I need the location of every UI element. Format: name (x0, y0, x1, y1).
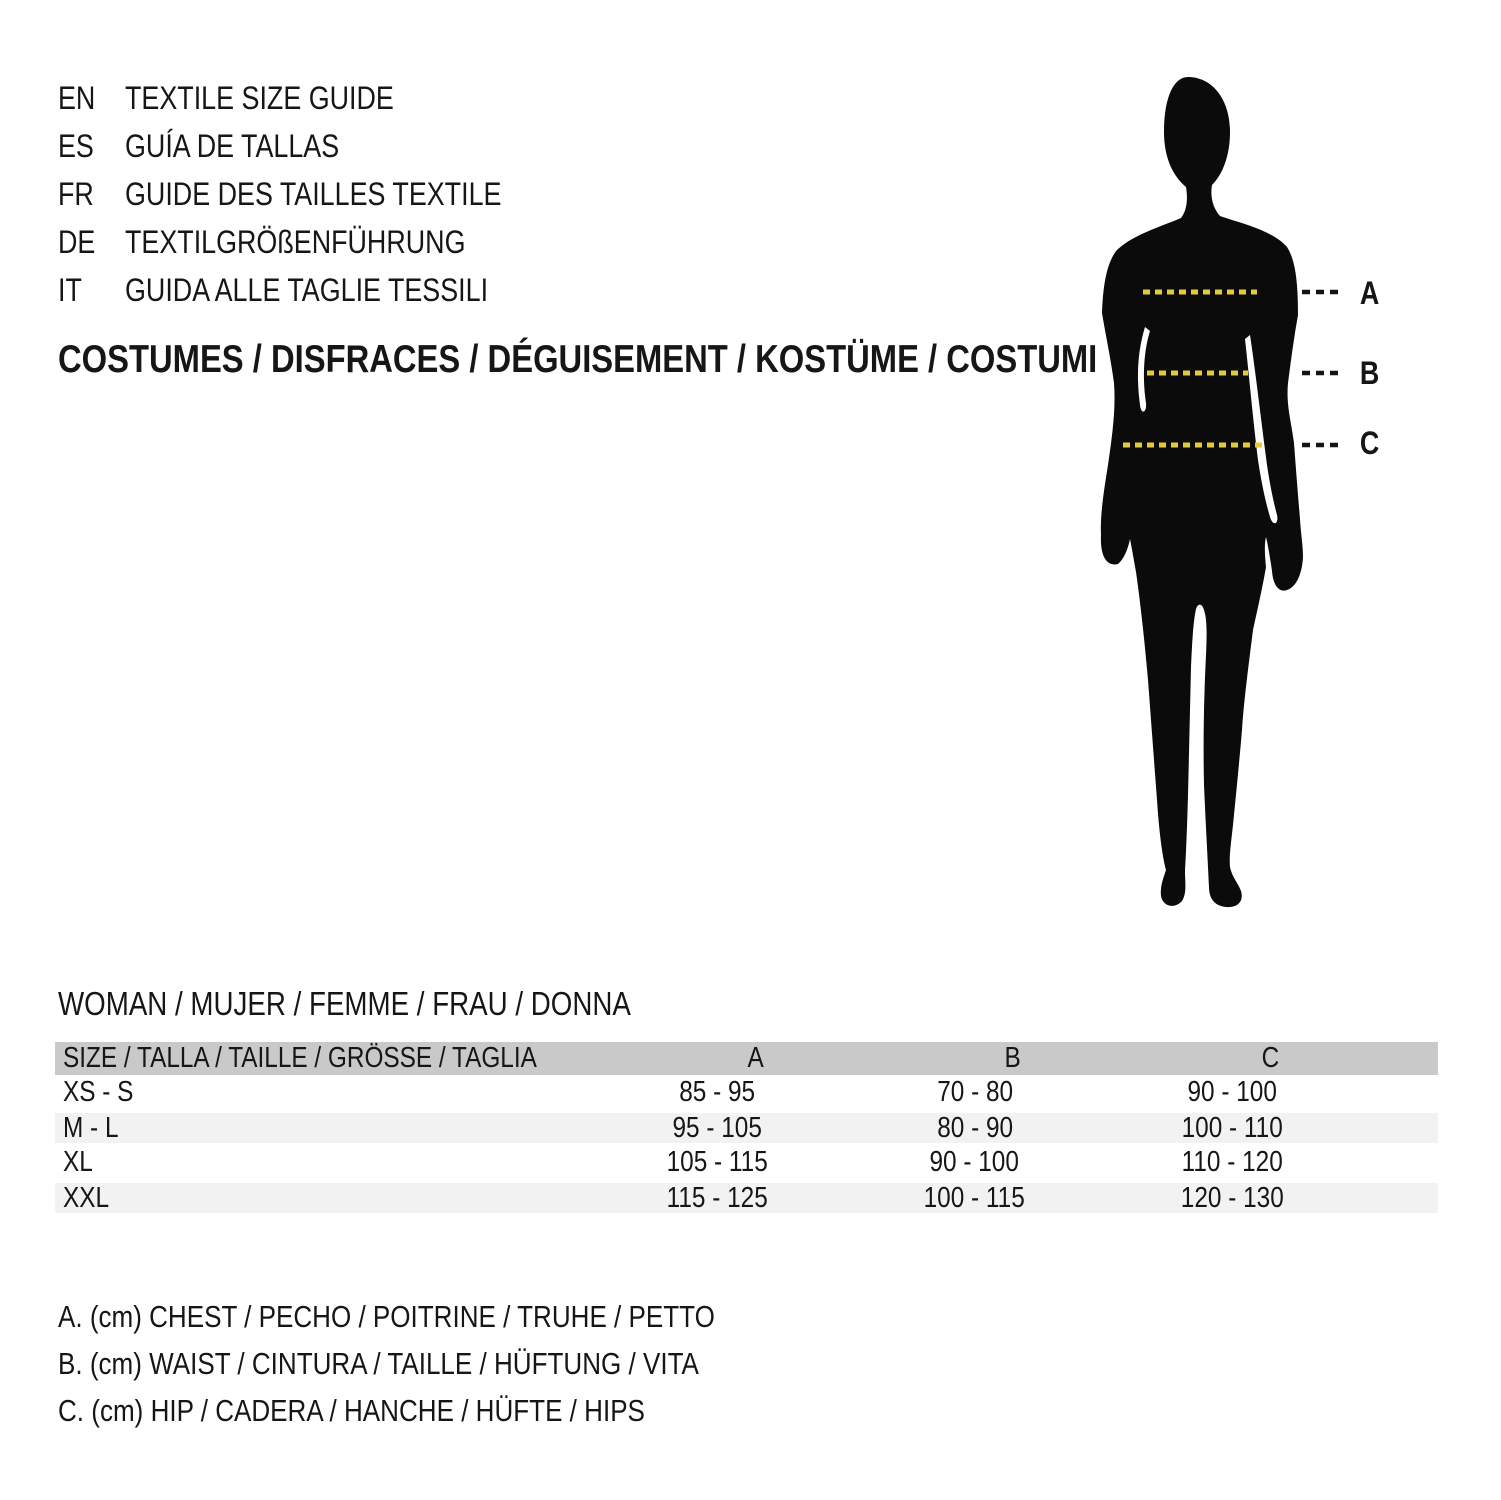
language-title-list (58, 74, 573, 314)
size-table (55, 1042, 1438, 1215)
language-code: DE (58, 223, 96, 260)
language-code: FR (58, 175, 94, 212)
language-title: TEXTILE SIZE GUIDE (125, 79, 394, 116)
measurement-legend (58, 1293, 840, 1434)
size-cell: M - L (63, 1111, 119, 1144)
size-table-header (55, 1042, 1438, 1075)
value-cell-c: 100 - 110 (1181, 1111, 1283, 1144)
language-code: EN (58, 79, 96, 116)
table-row (55, 1075, 1438, 1110)
language-row-it (58, 266, 573, 314)
marker-label-c: C (1360, 425, 1380, 461)
value-cell-c: 90 - 100 (1187, 1076, 1277, 1108)
value-cell-a: 85 - 95 (679, 1076, 756, 1108)
table-row (55, 1180, 1438, 1215)
value-cell-c: 110 - 120 (1181, 1146, 1283, 1178)
language-title: GUÍA DE TALLAS (125, 127, 340, 164)
marker-label-b: B (1360, 355, 1380, 391)
column-header-c: C (1261, 1042, 1280, 1074)
language-row-de (58, 218, 573, 266)
language-title: TEXTILGRÖßENFÜHRUNG (125, 223, 466, 260)
language-row-es (58, 122, 573, 170)
value-cell-c: 120 - 130 (1180, 1181, 1284, 1214)
column-header-size: SIZE / TALLA / TAILLE / GRÖSSE / TAGLIA (63, 1042, 537, 1074)
woman-silhouette (1060, 75, 1340, 915)
language-row-en (58, 74, 573, 122)
category-heading: COSTUMES / DISFRACES / DÉGUISEMENT / KOSTÜME / COSTUMI (58, 338, 1098, 381)
size-cell: XS - S (63, 1076, 134, 1108)
value-cell-a: 115 - 125 (666, 1181, 769, 1214)
size-cell: XL (63, 1146, 93, 1178)
woman-silhouette-figure (1101, 77, 1303, 907)
value-cell-a: 105 - 115 (666, 1146, 769, 1178)
language-row-fr (58, 170, 573, 218)
table-row (55, 1110, 1438, 1145)
value-cell-b: 80 - 90 (936, 1111, 1013, 1144)
legend-item-hip: C. (cm) HIP / CADERA / HANCHE / HÜFTE / HIPS (58, 1393, 645, 1428)
legend-item-chest: A. (cm) CHEST / PECHO / POITRINE / TRUHE / PETTO (58, 1299, 715, 1334)
marker-label-a: A (1360, 275, 1380, 311)
language-title: GUIDE DES TAILLES TEXTILE (125, 175, 502, 212)
table-row (55, 1145, 1438, 1180)
column-header-a: A (747, 1042, 764, 1074)
language-title: GUIDA ALLE TAGLIE TESSILI (125, 271, 489, 308)
gender-heading: WOMAN / MUJER / FEMME / FRAU / DONNA (58, 985, 631, 1022)
value-cell-b: 70 - 80 (936, 1076, 1013, 1108)
language-code: ES (58, 127, 94, 164)
legend-item-waist: B. (cm) WAIST / CINTURA / TAILLE / HÜFTUNG / VITA (58, 1346, 699, 1381)
size-cell: XXL (63, 1181, 110, 1214)
language-code: IT (58, 271, 82, 308)
value-cell-b: 90 - 100 (929, 1146, 1020, 1178)
column-header-b: B (1004, 1042, 1022, 1074)
value-cell-a: 95 - 105 (672, 1111, 763, 1144)
value-cell-b: 100 - 115 (924, 1181, 1026, 1214)
